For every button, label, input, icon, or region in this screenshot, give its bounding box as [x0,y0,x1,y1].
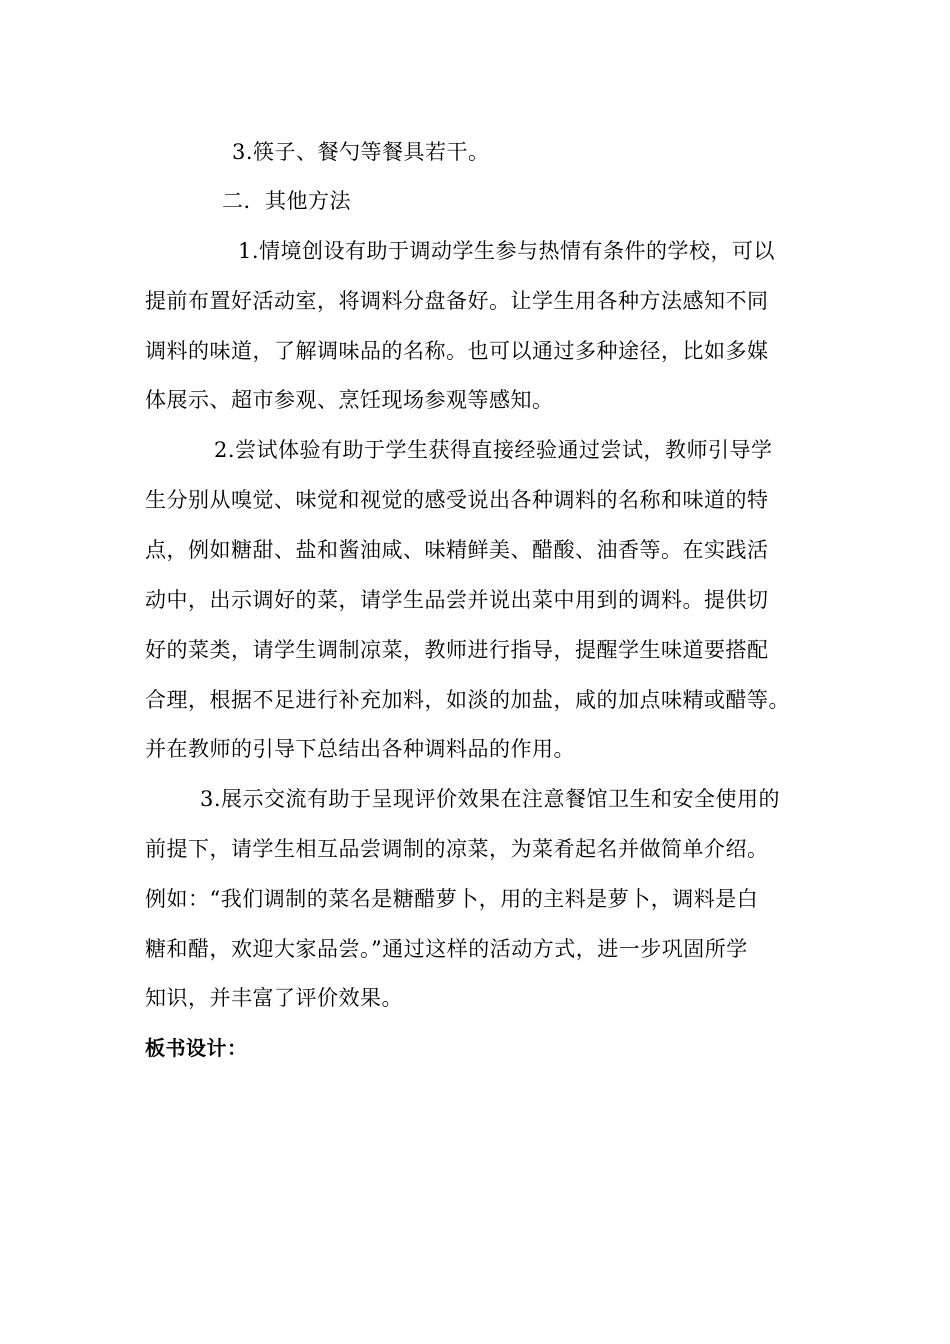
text-line: 提前布置好活动室，将调料分盘备好。让学生用各种方法感知不同 [145,289,769,313]
text-line: 知识，并丰富了评价效果。 [145,986,403,1010]
text-line: 1.情境创设有助于调动学生参与热情有条件的学校，可以 [238,239,776,263]
text-line: 调料的味道，了解调味品的名称。也可以通过多种途径，比如多媒 [145,339,769,363]
text-line: 并在教师的引导下总结出各种调料品的作用。 [145,737,575,761]
text-line: 前提下，请学生相互品尝调制的凉菜，为菜肴起名并做简单介绍。 [145,837,769,861]
text-line: 合理，根据不足进行补充加料，如淡的加盐，咸的加点味精或醋等。 [145,688,790,712]
text-line: 点，例如糖甜、盐和酱油咸、味精鲜美、醋酸、油香等。在实践活 [145,538,769,562]
heading-board-design: 板书设计： [145,1036,248,1060]
text-line: 例如：“我们调制的菜名是糖醋萝卜，用的主料是萝卜，调料是白 [145,887,759,911]
section-heading-other-methods: 二．其他方法 [222,189,351,213]
text-line: 2.尝试体验有助于学生获得直接经验通过尝试，教师引导学 [214,438,773,462]
text-line: 生分别从嗅觉、味觉和视觉的感受说出各种调料的名称和味道的特 [145,488,769,512]
text-line: 3.展示交流有助于呈现评价效果在注意餐馆卫生和安全使用的 [200,787,781,811]
text-line: 糖和醋，欢迎大家品尝。”通过这样的活动方式，进一步巩固所学 [145,937,748,961]
text-line: 体展示、超市参观、烹饪现场参观等感知。 [145,388,554,412]
text-line: 动中，出示调好的菜，请学生品尝并说出菜中用到的调料。提供切 [145,588,769,612]
text-line: 好的菜类，请学生调制凉菜，教师进行指导，提醒学生味道要搭配 [145,638,769,662]
text-line-utensils: 3.筷子、餐勺等餐具若干。 [232,140,490,164]
